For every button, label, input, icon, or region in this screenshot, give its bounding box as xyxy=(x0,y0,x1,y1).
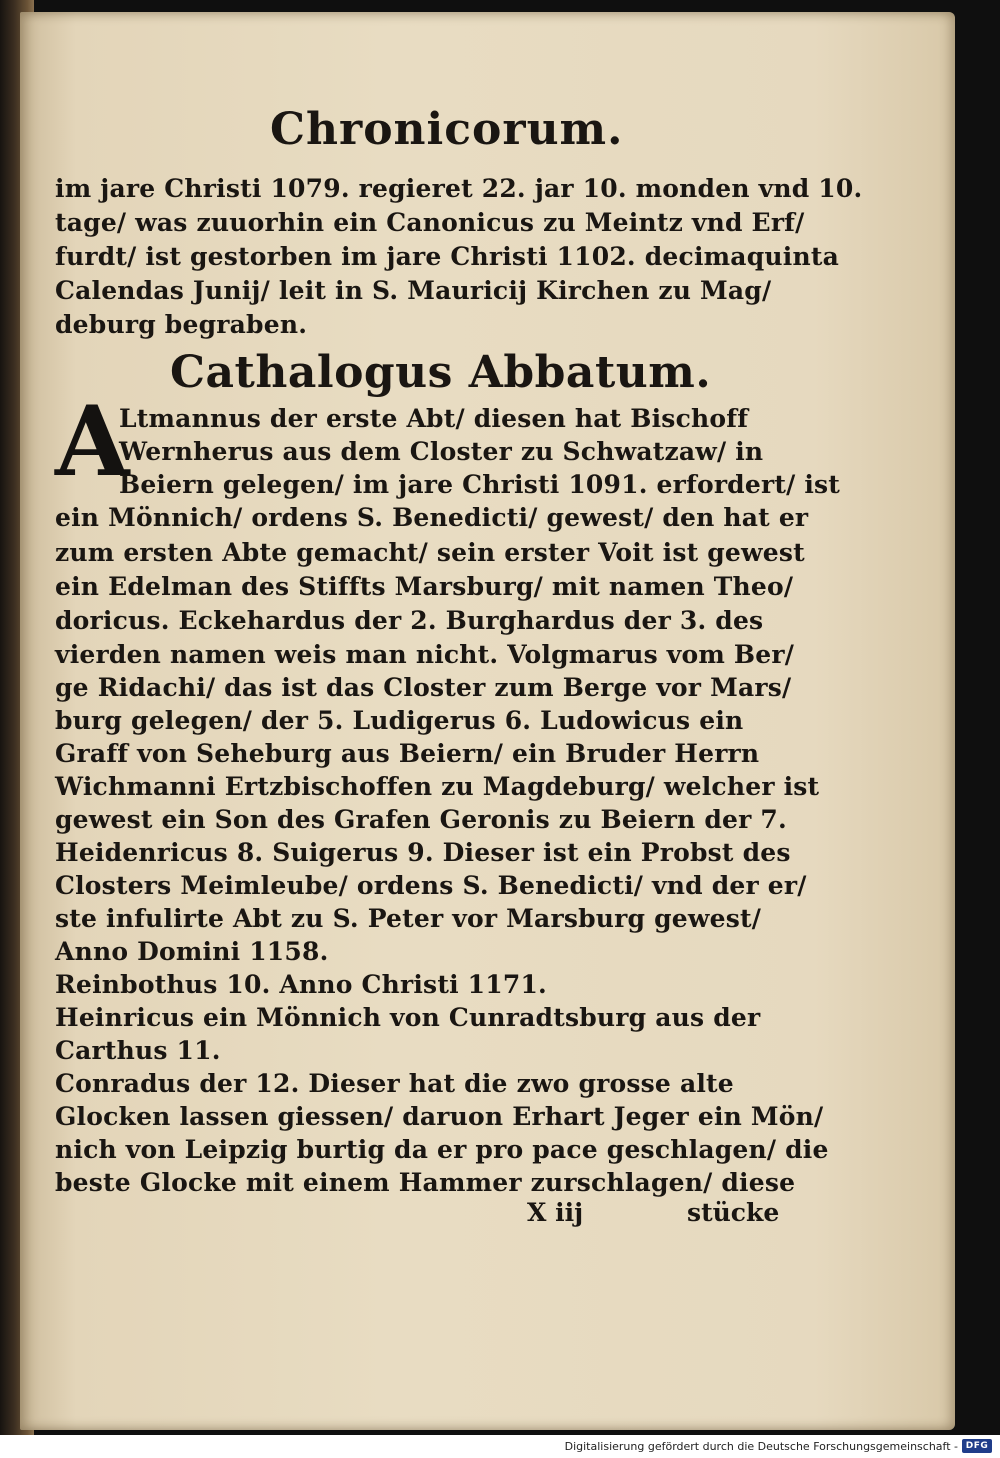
text-line: Wichmanni Ertzbischoffen zu Magdeburg/ welcher ist xyxy=(55,772,820,801)
text-line: furdt/ ist gestorben im jare Christi 1102. decimaquinta xyxy=(55,242,839,271)
text-line: ge Ridachi/ das ist das Closter zum Berge vor Mars/ xyxy=(55,673,792,702)
footer-credit: Digitalisierung gefördert durch die Deutsche Forschungsgemeinschaft - xyxy=(564,1440,958,1453)
text-line: ein Edelman des Stiffts Marsburg/ mit namen Theo/ xyxy=(55,572,794,601)
text-line: Ltmannus der erste Abt/ diesen hat Bischoff xyxy=(119,404,749,433)
text-line: Graff von Seheburg aus Beiern/ ein Bruder Herrn xyxy=(55,739,760,768)
text-line: nich von Leipzig burtig da er pro pace geschlagen/ die xyxy=(55,1135,829,1164)
text-line: tage/ was zuuorhin ein Canonicus zu Meintz vnd Erf/ xyxy=(55,208,805,237)
text-line: zum ersten Abte gemacht/ sein erster Voit ist gewest xyxy=(55,538,805,567)
text-line: Anno Domini 1158. xyxy=(55,937,329,966)
signature-mark: X iij xyxy=(527,1198,584,1227)
text-line: Reinbothus 10. Anno Christi 1171. xyxy=(55,970,547,999)
text-line: Beiern gelegen/ im jare Christi 1091. erfordert/ ist xyxy=(119,470,841,499)
text-line: doricus. Eckehardus der 2. Burghardus der 3. des xyxy=(55,606,764,635)
text-line: Calendas Junij/ leit in S. Mauricij Kirchen zu Mag/ xyxy=(55,276,772,305)
text-line: gewest ein Son des Grafen Geronis zu Beiern der 7. xyxy=(55,805,787,834)
text-line: ein Mönnich/ ordens S. Benedicti/ gewest/ den hat er xyxy=(55,503,809,532)
text-line: Heinricus ein Mönnich von Cunradtsburg aus der xyxy=(55,1003,761,1032)
text-line: deburg begraben. xyxy=(55,310,308,339)
footer-bar xyxy=(0,1435,1000,1458)
text-line: Glocken lassen giessen/ daruon Erhart Jeger ein Mön/ xyxy=(55,1102,824,1131)
running-head: Chronicorum. xyxy=(270,104,624,155)
book-page xyxy=(20,12,955,1430)
text-line: im jare Christi 1079. regieret 22. jar 10. monden vnd 10. xyxy=(55,174,863,203)
text-line: Wernherus aus dem Closter zu Schwatzaw/ in xyxy=(119,437,764,466)
section-heading: Cathalogus Abbatum. xyxy=(170,347,712,398)
dfg-logo: DFG xyxy=(962,1439,992,1453)
drop-initial: A xyxy=(55,385,130,498)
text-line: burg gelegen/ der 5. Ludigerus 6. Ludowicus ein xyxy=(55,706,744,735)
catchword: stücke xyxy=(687,1198,780,1227)
text-line: beste Glocke mit einem Hammer zurschlagen/ diese xyxy=(55,1168,796,1197)
text-line: Heidenricus 8. Suigerus 9. Dieser ist ein Probst des xyxy=(55,838,791,867)
text-line: Closters Meimleube/ ordens S. Benedicti/ vnd der er/ xyxy=(55,871,807,900)
text-line: Conradus der 12. Dieser hat die zwo grosse alte xyxy=(55,1069,734,1098)
text-line: ste infulirte Abt zu S. Peter vor Marsburg gewest/ xyxy=(55,904,762,933)
text-line: Carthus 11. xyxy=(55,1036,221,1065)
text-line: vierden namen weis man nicht. Volgmarus vom Ber/ xyxy=(55,640,795,669)
